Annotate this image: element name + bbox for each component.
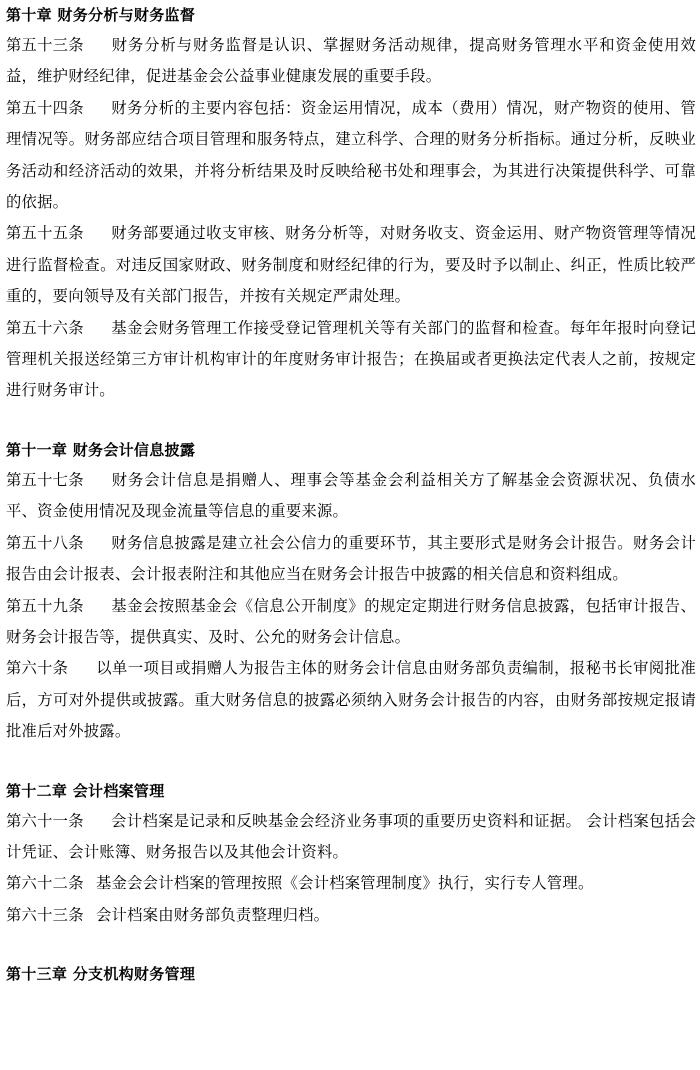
article-paragraph — [6, 653, 696, 747]
article-label: 第五十七条 — [6, 470, 84, 489]
article-paragraph — [6, 806, 696, 869]
article-paragraph — [6, 93, 696, 219]
article-label: 第六十三条 — [6, 905, 84, 924]
article-label: 第五十九条 — [6, 596, 84, 615]
article-label: 第五十四条 — [6, 98, 84, 117]
section-spacer — [6, 748, 696, 776]
article-text: 基金会会计档案的管理按照《会计档案管理制度》执行，实行专人管理。 — [96, 874, 594, 893]
article-paragraph — [6, 528, 696, 591]
article-label: 第五十五条 — [6, 224, 84, 243]
article-paragraph — [6, 868, 696, 899]
article-text: 会计档案是记录和反映基金会经济业务事项的重要历史资料和证据。 会计档案包括会计凭证、会计账簿、财务报告以及其他会计资料。 — [6, 811, 696, 861]
article-label: 第五十八条 — [6, 533, 84, 552]
chapter-title: 第十一章 财务会计信息披露 — [6, 440, 196, 459]
article-text: 基金会按照基金会《信息公开制度》的规定定期进行财务信息披露，包括审计报告、财务会计报告等，提供真实、及时、公允的财务会计信息。 — [6, 596, 696, 646]
chapter-title: 第十二章 会计档案管理 — [6, 781, 165, 800]
article-paragraph — [6, 218, 696, 312]
article-text: 财务信息披露是建立社会公信力的重要环节，其主要形式是财务会计报告。财务会计报告由会计报表、会计报表附注和其他应当在财务会计报告中披露的相关信息和资料组成。 — [6, 533, 696, 584]
chapter-title: 第十三章 分支机构财务管理 — [6, 965, 196, 984]
article-paragraph — [6, 900, 696, 931]
article-paragraph — [6, 591, 696, 654]
document-page — [6, 0, 696, 989]
section-spacer — [6, 407, 696, 435]
article-label: 第六十一条 — [6, 811, 84, 830]
article-label: 第六十二条 — [6, 874, 84, 893]
article-paragraph — [6, 313, 696, 407]
chapter-title: 第十章 财务分析与财务监督 — [6, 6, 196, 24]
article-text: 以单一项目或捐赠人为报告主体的财务会计信息由财务部负责编制，报秘书长审阅批准后，方可对外提供或披露。重大财务信息的披露必须纳入财务会计报告的内容，由财务部按规定报请批准后对外披露。 — [6, 659, 696, 741]
article-text: 会计档案由财务部负责整理归档。 — [96, 905, 330, 924]
section-spacer — [6, 931, 696, 959]
article-label: 第五十三条 — [6, 36, 84, 54]
article-text: 财务会计信息是捐赠人、理事会等基金会利益相关方了解基金会资源状况、负债水平、资金使用情况及现金流量等信息的重要来源。 — [6, 470, 696, 521]
article-text: 财务分析的主要内容包括：资金运用情况，成本（费用）情况，财产物资的使用、管理情况等。财务部应结合项目管理和服务特点，建立科学、合理的财务分析指标。通过分析，反映业务活动和经济活动的效果，并将分析结果及时反映给秘书处和理事会，为其进行决策提供科学、可靠的依据。 — [6, 98, 696, 212]
article-text: 基金会财务管理工作接受登记管理机关等有关部门的监督和检查。每年年报时向登记管理机关报送经第三方审计机构审计的年度财务审计报告；在换届或者更换法定代表人之前，按规定进行财务审计。 — [6, 318, 696, 400]
article-label: 第五十六条 — [6, 318, 84, 337]
article-text: 财务部要通过收支审核、财务分析等，对财务收支、资金运用、财产物资管理等情况进行监督检查。对违反国家财政、财务制度和财经纪律的行为，要及时予以制止、纠正，性质比较严重的，要向领导及有关部门报告，并按有关规定严肃处理。 — [6, 224, 696, 306]
article-text: 财务分析与财务监督是认识、掌握财务活动规律，提高财务管理水平和资金使用效益，维护财经纪律，促进基金会公益事业健康发展的重要手段。 — [6, 36, 696, 86]
article-paragraph — [6, 465, 696, 528]
article-label: 第六十条 — [6, 659, 69, 678]
article-paragraph — [6, 30, 696, 93]
